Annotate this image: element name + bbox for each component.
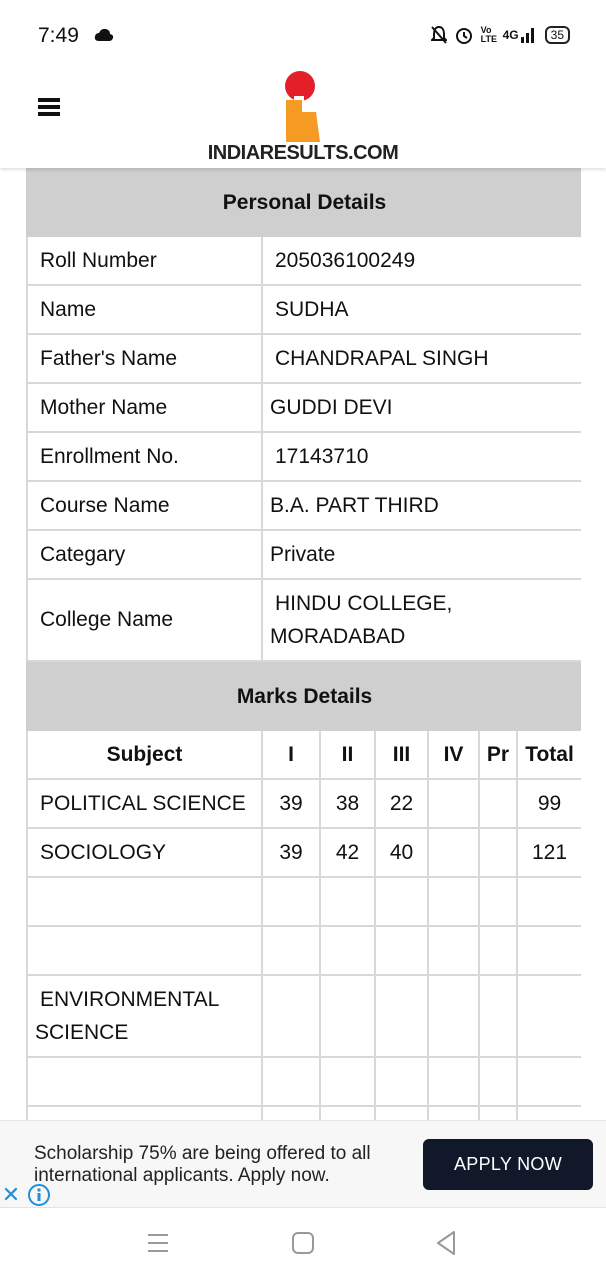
father-name-value: CHANDRAPAL SINGH: [262, 334, 581, 383]
total-cell: [517, 926, 581, 975]
status-bar: [0, 0, 606, 70]
ad-info-icon[interactable]: [27, 1183, 51, 1207]
table-row: [27, 877, 581, 926]
marks-cell: [428, 877, 479, 926]
marks-cell: 38: [320, 779, 375, 828]
site-logo-text[interactable]: INDIARESULTS.COM: [207, 142, 399, 164]
marks-cell: [262, 926, 320, 975]
marks-cell: [479, 1106, 517, 1120]
marks-cell: [262, 975, 320, 1057]
site-header: [0, 70, 606, 168]
site-logo-icon[interactable]: [280, 70, 326, 144]
total-cell: [517, 1106, 581, 1120]
marks-cell: [479, 828, 517, 877]
total-cell: 121: [517, 828, 581, 877]
marks-cell: [375, 1057, 428, 1106]
marks-cell: [375, 1106, 428, 1120]
subject-cell: ENVIRONMENTAL SCIENCE: [27, 975, 262, 1057]
subject-cell: POLITICAL SCIENCE: [27, 779, 262, 828]
hamburger-menu-icon[interactable]: [38, 98, 60, 116]
table-row: [27, 828, 581, 877]
cloud-icon: [94, 28, 114, 42]
marks-cell: [479, 779, 517, 828]
marks-cell: [262, 1057, 320, 1106]
table-row: [27, 1057, 581, 1106]
column-header-subject: Subject: [27, 730, 262, 779]
marks-cell: [320, 975, 375, 1057]
result-content: [26, 168, 581, 1120]
marks-details-heading: Marks Details: [27, 663, 581, 730]
marks-cell: [262, 877, 320, 926]
college-name-label: College Name: [27, 579, 262, 661]
marks-cell: [375, 877, 428, 926]
signal-icon: [521, 27, 537, 43]
table-row: [27, 1106, 581, 1120]
marks-header-row: [27, 730, 581, 779]
table-row: [27, 779, 581, 828]
marks-cell: [375, 975, 428, 1057]
ad-text[interactable]: Scholarship 75% are being offered to all international applicants. Apply now.: [34, 1143, 371, 1186]
battery-icon: 35: [545, 26, 570, 44]
marks-cell: [479, 877, 517, 926]
column-header-iv: IV: [428, 730, 479, 779]
marks-cell: [262, 1106, 320, 1120]
category-label: Categary: [27, 530, 262, 579]
recent-apps-icon[interactable]: [146, 1230, 170, 1256]
category-value: Private: [262, 530, 581, 579]
marks-cell: [428, 1057, 479, 1106]
subject-cell: [27, 1106, 262, 1120]
marks-details-table: [26, 662, 581, 1120]
course-name-label: Course Name: [27, 481, 262, 530]
marks-cell: [479, 975, 517, 1057]
marks-cell: [428, 975, 479, 1057]
column-header-i: I: [262, 730, 320, 779]
column-header-ii: II: [320, 730, 375, 779]
marks-cell: [320, 1057, 375, 1106]
enrollment-label: Enrollment No.: [27, 432, 262, 481]
subject-cell: [27, 926, 262, 975]
name-label: Name: [27, 285, 262, 334]
subject-cell: [27, 1057, 262, 1106]
alarm-icon: [455, 26, 473, 44]
ad-banner[interactable]: [0, 1120, 606, 1208]
marks-cell: 39: [262, 779, 320, 828]
table-row: [27, 926, 581, 975]
marks-cell: [320, 1106, 375, 1120]
course-name-value: B.A. PART THIRD: [262, 481, 581, 530]
subject-cell: [27, 877, 262, 926]
personal-details-table: [26, 168, 581, 662]
enrollment-value: 17143710: [262, 432, 581, 481]
roll-number-value: 205036100249: [262, 236, 581, 285]
subject-cell: SOCIOLOGY: [27, 828, 262, 877]
system-nav-bar: [0, 1208, 606, 1280]
marks-cell: [428, 779, 479, 828]
home-icon[interactable]: [291, 1230, 315, 1256]
column-header-total: Total: [517, 730, 581, 779]
marks-cell: 39: [262, 828, 320, 877]
marks-cell: [375, 926, 428, 975]
personal-details-heading: Personal Details: [27, 169, 581, 236]
apply-now-button[interactable]: APPLY NOW: [423, 1139, 593, 1190]
total-cell: [517, 1057, 581, 1106]
marks-cell: [320, 926, 375, 975]
column-header-iii: III: [375, 730, 428, 779]
status-time: 7:49: [38, 24, 79, 47]
mother-name-label: Mother Name: [27, 383, 262, 432]
marks-cell: 22: [375, 779, 428, 828]
network-label: 4G: [502, 28, 519, 42]
father-name-label: Father's Name: [27, 334, 262, 383]
bell-off-icon: [431, 26, 447, 44]
total-cell: 99: [517, 779, 581, 828]
volte-icon: Vo LTE: [480, 25, 497, 44]
mother-name-value: GUDDI DEVI: [262, 383, 581, 432]
marks-cell: 42: [320, 828, 375, 877]
marks-cell: [479, 926, 517, 975]
ad-close-icon[interactable]: ✕: [1, 1182, 21, 1207]
name-value: SUDHA: [262, 285, 581, 334]
marks-cell: [428, 1106, 479, 1120]
table-row: [27, 975, 581, 1057]
status-icons: [431, 26, 570, 44]
total-cell: [517, 877, 581, 926]
roll-number-label: Roll Number: [27, 236, 262, 285]
total-cell: [517, 975, 581, 1057]
marks-cell: [479, 1057, 517, 1106]
back-icon[interactable]: [434, 1230, 458, 1256]
column-header-pr: Pr: [479, 730, 517, 779]
marks-cell: [320, 877, 375, 926]
college-name-value: HINDU COLLEGE, MORADABAD: [262, 579, 581, 661]
marks-cell: 40: [375, 828, 428, 877]
marks-cell: [428, 828, 479, 877]
marks-cell: [428, 926, 479, 975]
